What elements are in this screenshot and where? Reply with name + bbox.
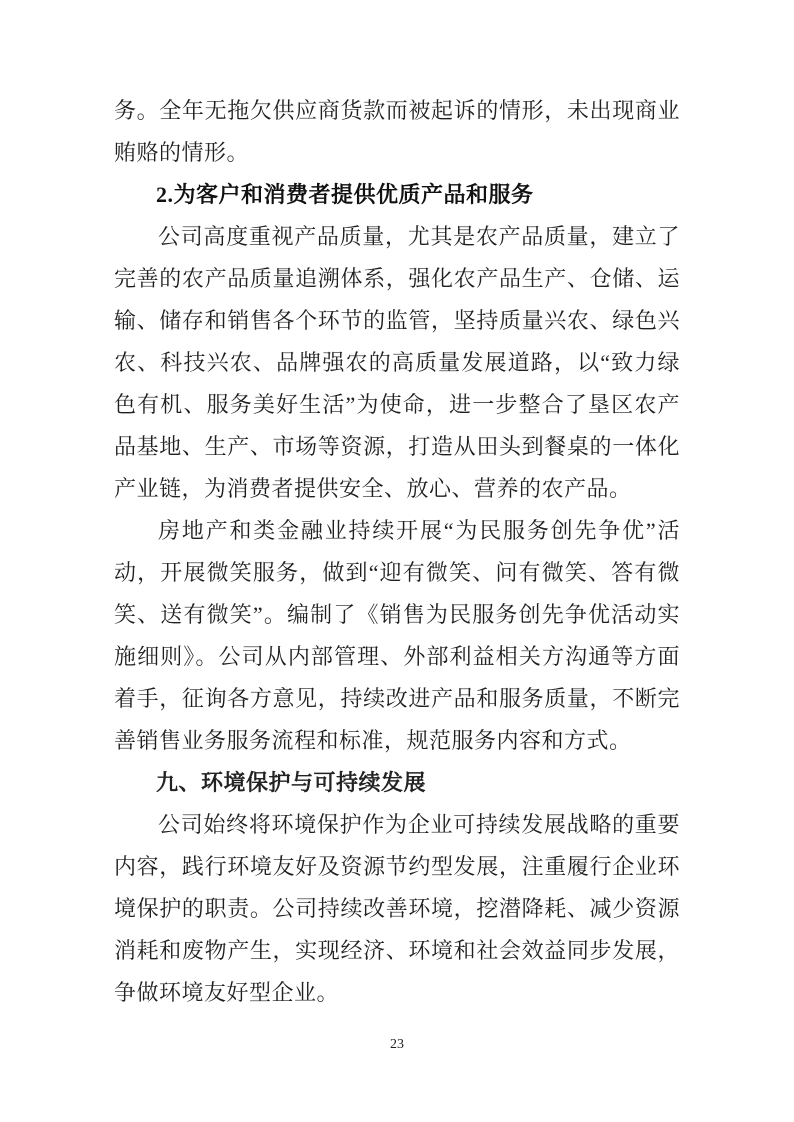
paragraph-product-quality: 公司高度重视产品质量，尤其是农产品质量，建立了完善的农产品质量追溯体系，强化农产品生产、仓储、运输、储存和销售各个环节的监管，坚持质量兴农、绿色兴农、科技兴农、品牌强农的高质量发展道路，以“致力绿色有机、服务美好生活”为使命，进一步整合了垦区农产品基地、生产、市场等资源，打造从田头到餐桌的一体化产业链，为消费者提供安全、放心、营养的农产品。 (114, 224, 680, 501)
page-number: 23 (390, 1037, 404, 1052)
paragraph-continuation: 务。全年无拖欠供应商货款而被起诉的情形，未出现商业贿赂的情形。 (114, 98, 680, 165)
sub-heading-customers-products: 2.为客户和消费者提供优质产品和服务 (156, 182, 534, 207)
paragraph-environment: 公司始终将环境保护作为企业可持续发展战略的重要内容，践行环境友好及资源节约型发展，注重履行企业环境保护的职责。公司持续改善环境，挖潜降耗、减少资源消耗和废物产生，实现经济、环境和社会效益同步发展，争做环境友好型企业。 (114, 812, 680, 1005)
paragraph-service-smile: 房地产和类金融业持续开展“为民服务创先争优”活动，开展微笑服务，做到“迎有微笑、问有微笑、答有微笑、送有微笑”。编制了《销售为民服务创先争优活动实施细则》。公司从内部管理、外部利益相关方沟通等方面着手，征询各方意见，持续改进产品和服务质量，不断完善销售业务服务流程和标准，规范服务内容和方式。 (114, 518, 680, 753)
document-content (114, 90, 680, 1014)
section-heading-environment: 九、环境保护与可持续发展 (156, 770, 427, 795)
